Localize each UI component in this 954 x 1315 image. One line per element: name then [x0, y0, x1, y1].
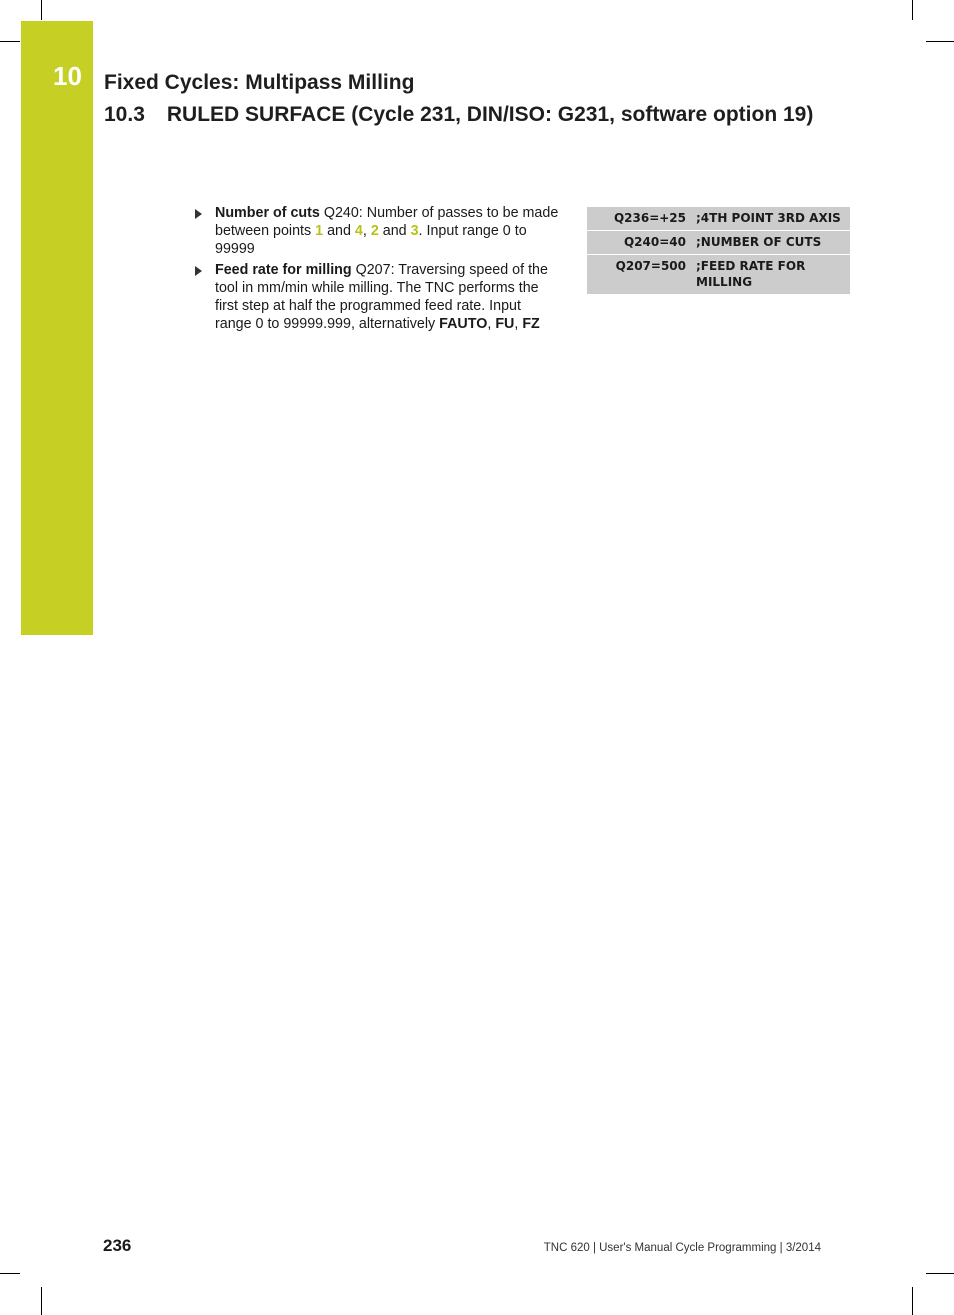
footer-text: TNC 620 | User's Manual Cycle Programming | 3/2014 [543, 1242, 821, 1254]
code-value: Q207=500 [615, 259, 686, 273]
bullet-triangle-icon [195, 209, 202, 219]
code-comment: ;FEED RATE FOR MILLING [696, 259, 806, 289]
section-title: RULED SURFACE (Cycle 231, DIN/ISO: G231, software option 19) [166, 103, 814, 126]
crop-mark [0, 41, 20, 42]
param-item [195, 262, 560, 333]
crop-mark [926, 41, 954, 42]
crop-mark [912, 0, 913, 20]
section-heading [104, 103, 813, 127]
param-name: Number of cuts [215, 205, 320, 221]
code-value: Q236=+25 [613, 211, 686, 225]
crop-mark [41, 0, 42, 20]
param-desc: and [378, 222, 411, 239]
feed-option: FZ [522, 315, 540, 332]
param-desc: and [323, 222, 355, 239]
chapter-title: Fixed Cycles: Multipass Milling [104, 71, 415, 94]
crop-mark [912, 1287, 913, 1315]
code-comment: ;4TH POINT 3RD AXIS [696, 211, 841, 225]
code-value: Q240=40 [623, 235, 686, 249]
code-row [587, 231, 850, 255]
point-number: 4 [354, 222, 363, 239]
section-number: 10.3 [104, 103, 145, 126]
feed-option: FU [495, 315, 515, 332]
code-row [587, 255, 850, 294]
page-number: 236 [103, 1236, 132, 1255]
crop-mark [41, 1287, 42, 1315]
param-desc: Q207: Traversing speed of the tool in mm/min while milling. The TNC performs the first step at half the programmed feed rate. Input range 0 to 99999.999, alternatively [215, 262, 548, 332]
point-number: 1 [315, 222, 324, 239]
point-number: 3 [410, 222, 419, 239]
parameter-list [195, 205, 560, 338]
param-item [195, 205, 560, 258]
nc-code-example [587, 207, 850, 294]
param-desc: Q240: Number of passes to be made between points [215, 205, 559, 239]
param-desc: , [362, 222, 371, 239]
param-desc: , [514, 315, 523, 332]
bullet-triangle-icon [195, 266, 202, 276]
point-number: 2 [370, 222, 379, 239]
code-row [587, 207, 850, 231]
param-desc: . Input range 0 to 99999 [215, 222, 527, 257]
chapter-sidebar [21, 21, 93, 635]
feed-option: FAUTO [439, 315, 488, 332]
crop-mark [0, 1273, 20, 1274]
code-comment: ;NUMBER OF CUTS [696, 235, 822, 249]
param-name: Feed rate for milling [215, 262, 352, 279]
crop-mark [926, 1273, 954, 1274]
chapter-number: 10 [53, 61, 82, 91]
param-desc: , [487, 315, 496, 332]
